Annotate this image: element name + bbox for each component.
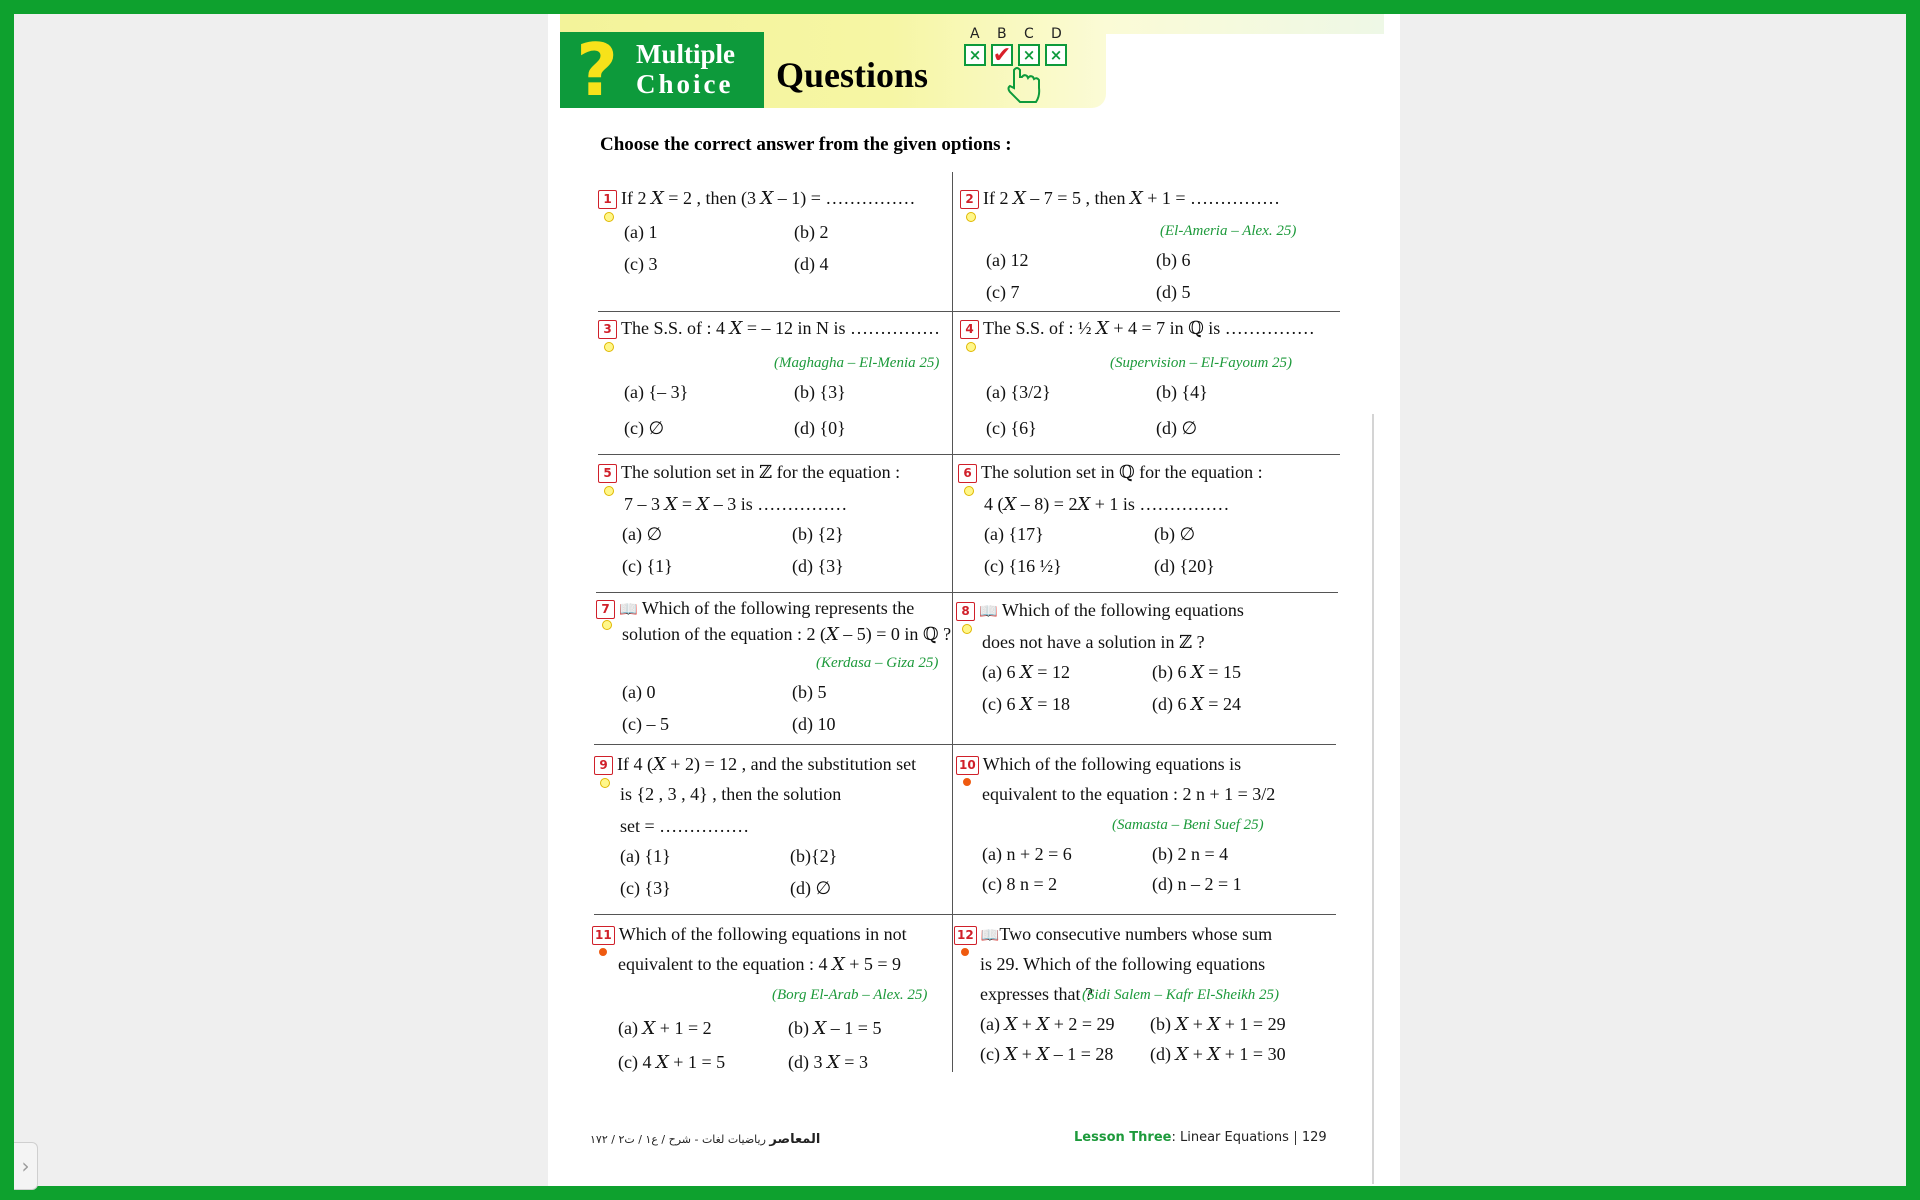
publisher-note: رياضيات لغات - شرح / ع١ / ت٢ / ١٧٢ <box>590 1133 766 1146</box>
question-text: Which of the following represents the <box>641 598 915 618</box>
option-letter: A <box>970 26 980 42</box>
option-d[interactable]: (d) {0} <box>794 418 846 438</box>
row-divider <box>598 454 1340 455</box>
option-d[interactable]: (d) ∅ <box>790 878 832 898</box>
question-text: If 2 𝑋 = 2 , then (3 𝑋 – 1) = …………… <box>621 188 916 208</box>
chevron-right-icon: › <box>21 1154 30 1178</box>
question-text: The solution set in ℚ for the equation : <box>981 462 1263 482</box>
question-text-line-2: 4 (𝑋 – 8) = 2𝑋 + 1 is …………… <box>984 494 1230 514</box>
option-c[interactable]: (c) {16 ½} <box>984 556 1062 576</box>
option-c[interactable]: (c) – 5 <box>622 714 669 734</box>
question-source: (Borg El-Arab – Alex. 25) <box>772 987 928 1003</box>
option-c[interactable]: (c) 𝑋 + 𝑋 – 1 = 28 <box>980 1044 1114 1064</box>
option-a[interactable]: (a) 12 <box>986 250 1029 270</box>
textbook-page <box>548 14 1400 1186</box>
option-b[interactable]: (b) {4} <box>1156 382 1208 402</box>
option-a[interactable]: (a) 6 𝑋 = 12 <box>982 662 1070 682</box>
option-b[interactable]: (b) 𝑋 – 1 = 5 <box>788 1018 882 1038</box>
option-c[interactable]: (c) 4 𝑋 + 1 = 5 <box>618 1052 726 1072</box>
option-d[interactable]: (d) n – 2 = 1 <box>1152 874 1242 894</box>
lesson-label: Lesson Three <box>1074 1130 1172 1145</box>
page-number: 129 <box>1301 1130 1327 1145</box>
question-text-line-3: set = …………… <box>620 816 750 836</box>
option-c[interactable]: (c) 7 <box>986 282 1020 302</box>
question-text-line-2: is {2 , 3 , 4} , then the solution <box>620 784 842 804</box>
question-number: 5 <box>598 464 617 483</box>
difficulty-dot <box>964 486 974 496</box>
option-c[interactable]: (c) {6} <box>986 418 1037 438</box>
page-edge-rule <box>1372 414 1374 1184</box>
question-number: 9 <box>594 756 613 775</box>
difficulty-dot <box>966 342 976 352</box>
multiple-choice-badge <box>560 28 764 112</box>
question-text-line-2: equivalent to the equation : 4 𝑋 + 5 = 9 <box>618 954 902 974</box>
question-text-line-2: solution of the equation : 2 (𝑋 – 5) = 0 in ℚ ? <box>622 624 952 644</box>
question-number: 12 <box>954 926 977 945</box>
difficulty-dot <box>604 212 614 222</box>
difficulty-dot <box>962 624 972 634</box>
question-text-line-2: equivalent to the equation : 2 n + 1 = 3/2 <box>982 784 1276 804</box>
option-c[interactable]: (c) ∅ <box>624 418 665 438</box>
question-mark-icon: ? <box>576 28 618 112</box>
option-b[interactable]: (b) 5 <box>792 682 827 702</box>
lesson-footer <box>1074 1130 1327 1145</box>
option-d[interactable]: (d) 10 <box>792 714 836 734</box>
book-icon: 📖 <box>979 602 998 620</box>
row-divider <box>594 744 1336 745</box>
pointing-hand-icon <box>1006 66 1046 106</box>
option-b[interactable]: (b){2} <box>790 846 838 866</box>
expand-panel-handle[interactable] <box>14 1142 38 1190</box>
option-a[interactable]: (a) 𝑋 + 𝑋 + 2 = 29 <box>980 1014 1115 1034</box>
question-number: 8 <box>956 602 975 621</box>
question-number: 1 <box>598 190 617 209</box>
question-source: (Kerdasa – Giza 25) <box>816 655 939 671</box>
book-icon: 📖 <box>619 600 638 618</box>
question-text: Which of the following equations in not <box>618 924 907 944</box>
question-text-line-3: expresses that ? <box>980 984 1093 1004</box>
question-text: If 2 𝑋 – 7 = 5 , then 𝑋 + 1 = …………… <box>983 188 1281 208</box>
question-number: 7 <box>596 600 615 619</box>
banner-fade <box>1106 14 1384 34</box>
option-d[interactable]: (d) 𝑋 + 𝑋 + 1 = 30 <box>1150 1044 1286 1064</box>
question-number: 11 <box>592 926 615 945</box>
option-b[interactable]: (b) 2 n = 4 <box>1152 844 1229 864</box>
question-source: (Supervision – El-Fayoum 25) <box>1110 355 1293 371</box>
question-source: (Samasta – Beni Suef 25) <box>1112 817 1264 833</box>
question-source: (Maghagha – El-Menia 25) <box>774 355 940 371</box>
option-a[interactable]: (a) {– 3} <box>624 382 689 402</box>
badge-word-choice: Choice <box>636 69 734 99</box>
option-d[interactable]: (d) ∅ <box>1156 418 1198 438</box>
footer-separator <box>1295 1131 1296 1145</box>
question-source: (Sidi Salem – Kafr El-Sheikh 25) <box>1082 987 1280 1003</box>
option-d[interactable]: (d) 3 𝑋 = 3 <box>788 1052 868 1072</box>
option-c[interactable]: (c) {1} <box>622 556 673 576</box>
option-b[interactable]: (b) 𝑋 + 𝑋 + 1 = 29 <box>1150 1014 1286 1034</box>
question-text: Two consecutive numbers whose sum <box>999 924 1273 944</box>
publisher-name: المعاصر <box>769 1132 821 1147</box>
question-number: 4 <box>960 320 979 339</box>
cross-box-icon: × <box>964 44 986 66</box>
option-a[interactable]: (a) {17} <box>984 524 1044 544</box>
publisher-footer <box>590 1132 820 1147</box>
lesson-title: : Linear Equations <box>1171 1130 1289 1145</box>
option-c[interactable]: (c) {3} <box>620 878 671 898</box>
row-divider <box>594 914 1336 915</box>
difficulty-dot <box>599 948 607 956</box>
instruction-text: Choose the correct answer from the given options : <box>600 134 1012 155</box>
question-text: The solution set in ℤ for the equation : <box>621 462 901 482</box>
row-divider <box>596 592 1338 593</box>
row-divider <box>598 311 1340 312</box>
option-a[interactable]: (a) n + 2 = 6 <box>982 844 1072 864</box>
option-a[interactable]: (a) 1 <box>624 222 658 242</box>
question-number: 2 <box>960 190 979 209</box>
section-banner <box>560 14 1106 112</box>
option-c[interactable]: (c) 8 n = 2 <box>982 874 1058 894</box>
option-b[interactable]: (b) ∅ <box>1154 524 1196 544</box>
option-a[interactable]: (a) {1} <box>620 846 671 866</box>
question-number: 6 <box>958 464 977 483</box>
option-a[interactable]: (a) 𝑋 + 1 = 2 <box>618 1018 712 1038</box>
option-a[interactable]: (a) ∅ <box>622 524 663 544</box>
check-box-icon: ✔ <box>992 42 1012 68</box>
option-c[interactable]: (c) 6 𝑋 = 18 <box>982 694 1070 714</box>
option-b[interactable]: (b) 6 <box>1156 250 1191 270</box>
option-a[interactable]: (a) 0 <box>622 682 656 702</box>
difficulty-dot <box>961 948 969 956</box>
option-d[interactable]: (d) 4 <box>794 254 829 274</box>
option-letter: C <box>1024 26 1034 42</box>
option-d[interactable]: (d) {20} <box>1154 556 1215 576</box>
question-number: 10 <box>956 756 979 775</box>
option-letter: D <box>1051 26 1062 42</box>
option-d[interactable]: (d) 5 <box>1156 282 1191 302</box>
option-letter: B <box>997 26 1007 42</box>
option-b[interactable]: (b) 2 <box>794 222 829 242</box>
cross-box-icon: × <box>1018 44 1040 66</box>
question-text: The S.S. of : ½ 𝑋 + 4 = 7 in ℚ is …………… <box>983 318 1315 338</box>
option-b[interactable]: (b) {3} <box>794 382 846 402</box>
option-b[interactable]: (b) 6 𝑋 = 15 <box>1152 662 1241 682</box>
difficulty-dot <box>966 212 976 222</box>
question-text-line-2: 7 – 3 𝑋 = 𝑋 – 3 is …………… <box>624 494 848 514</box>
question-text: The S.S. of : 4 𝑋 = – 12 in N is …………… <box>621 318 940 338</box>
badge-word-multiple: Multiple <box>636 39 735 70</box>
difficulty-dot <box>604 342 614 352</box>
document-viewer <box>14 14 1906 1186</box>
question-number: 3 <box>598 320 617 339</box>
difficulty-dot <box>600 778 610 788</box>
book-icon: 📖 <box>980 926 1000 944</box>
difficulty-dot <box>604 486 614 496</box>
option-d[interactable]: (d) 6 𝑋 = 24 <box>1152 694 1241 714</box>
question-text: If 4 (𝑋 + 2) = 12 , and the substitution set <box>617 754 917 774</box>
difficulty-dot <box>963 778 971 786</box>
question-text: Which of the following equations <box>1001 600 1244 620</box>
cross-box-icon: × <box>1045 44 1067 66</box>
option-d[interactable]: (d) {3} <box>792 556 844 576</box>
option-b[interactable]: (b) {2} <box>792 524 844 544</box>
column-divider <box>952 172 953 1072</box>
banner-title: Questions <box>776 55 929 95</box>
difficulty-dot <box>602 620 612 630</box>
option-c[interactable]: (c) 3 <box>624 254 658 274</box>
question-source: (El-Ameria – Alex. 25) <box>1160 223 1297 239</box>
question-text-line-2: is 29. Which of the following equations <box>980 954 1266 974</box>
question-text: Which of the following equations is <box>982 754 1242 774</box>
abcd-checkbox-graphic <box>964 26 1094 106</box>
option-a[interactable]: (a) {3/2} <box>986 382 1051 402</box>
question-text-line-2: does not have a solution in ℤ ? <box>982 632 1205 652</box>
